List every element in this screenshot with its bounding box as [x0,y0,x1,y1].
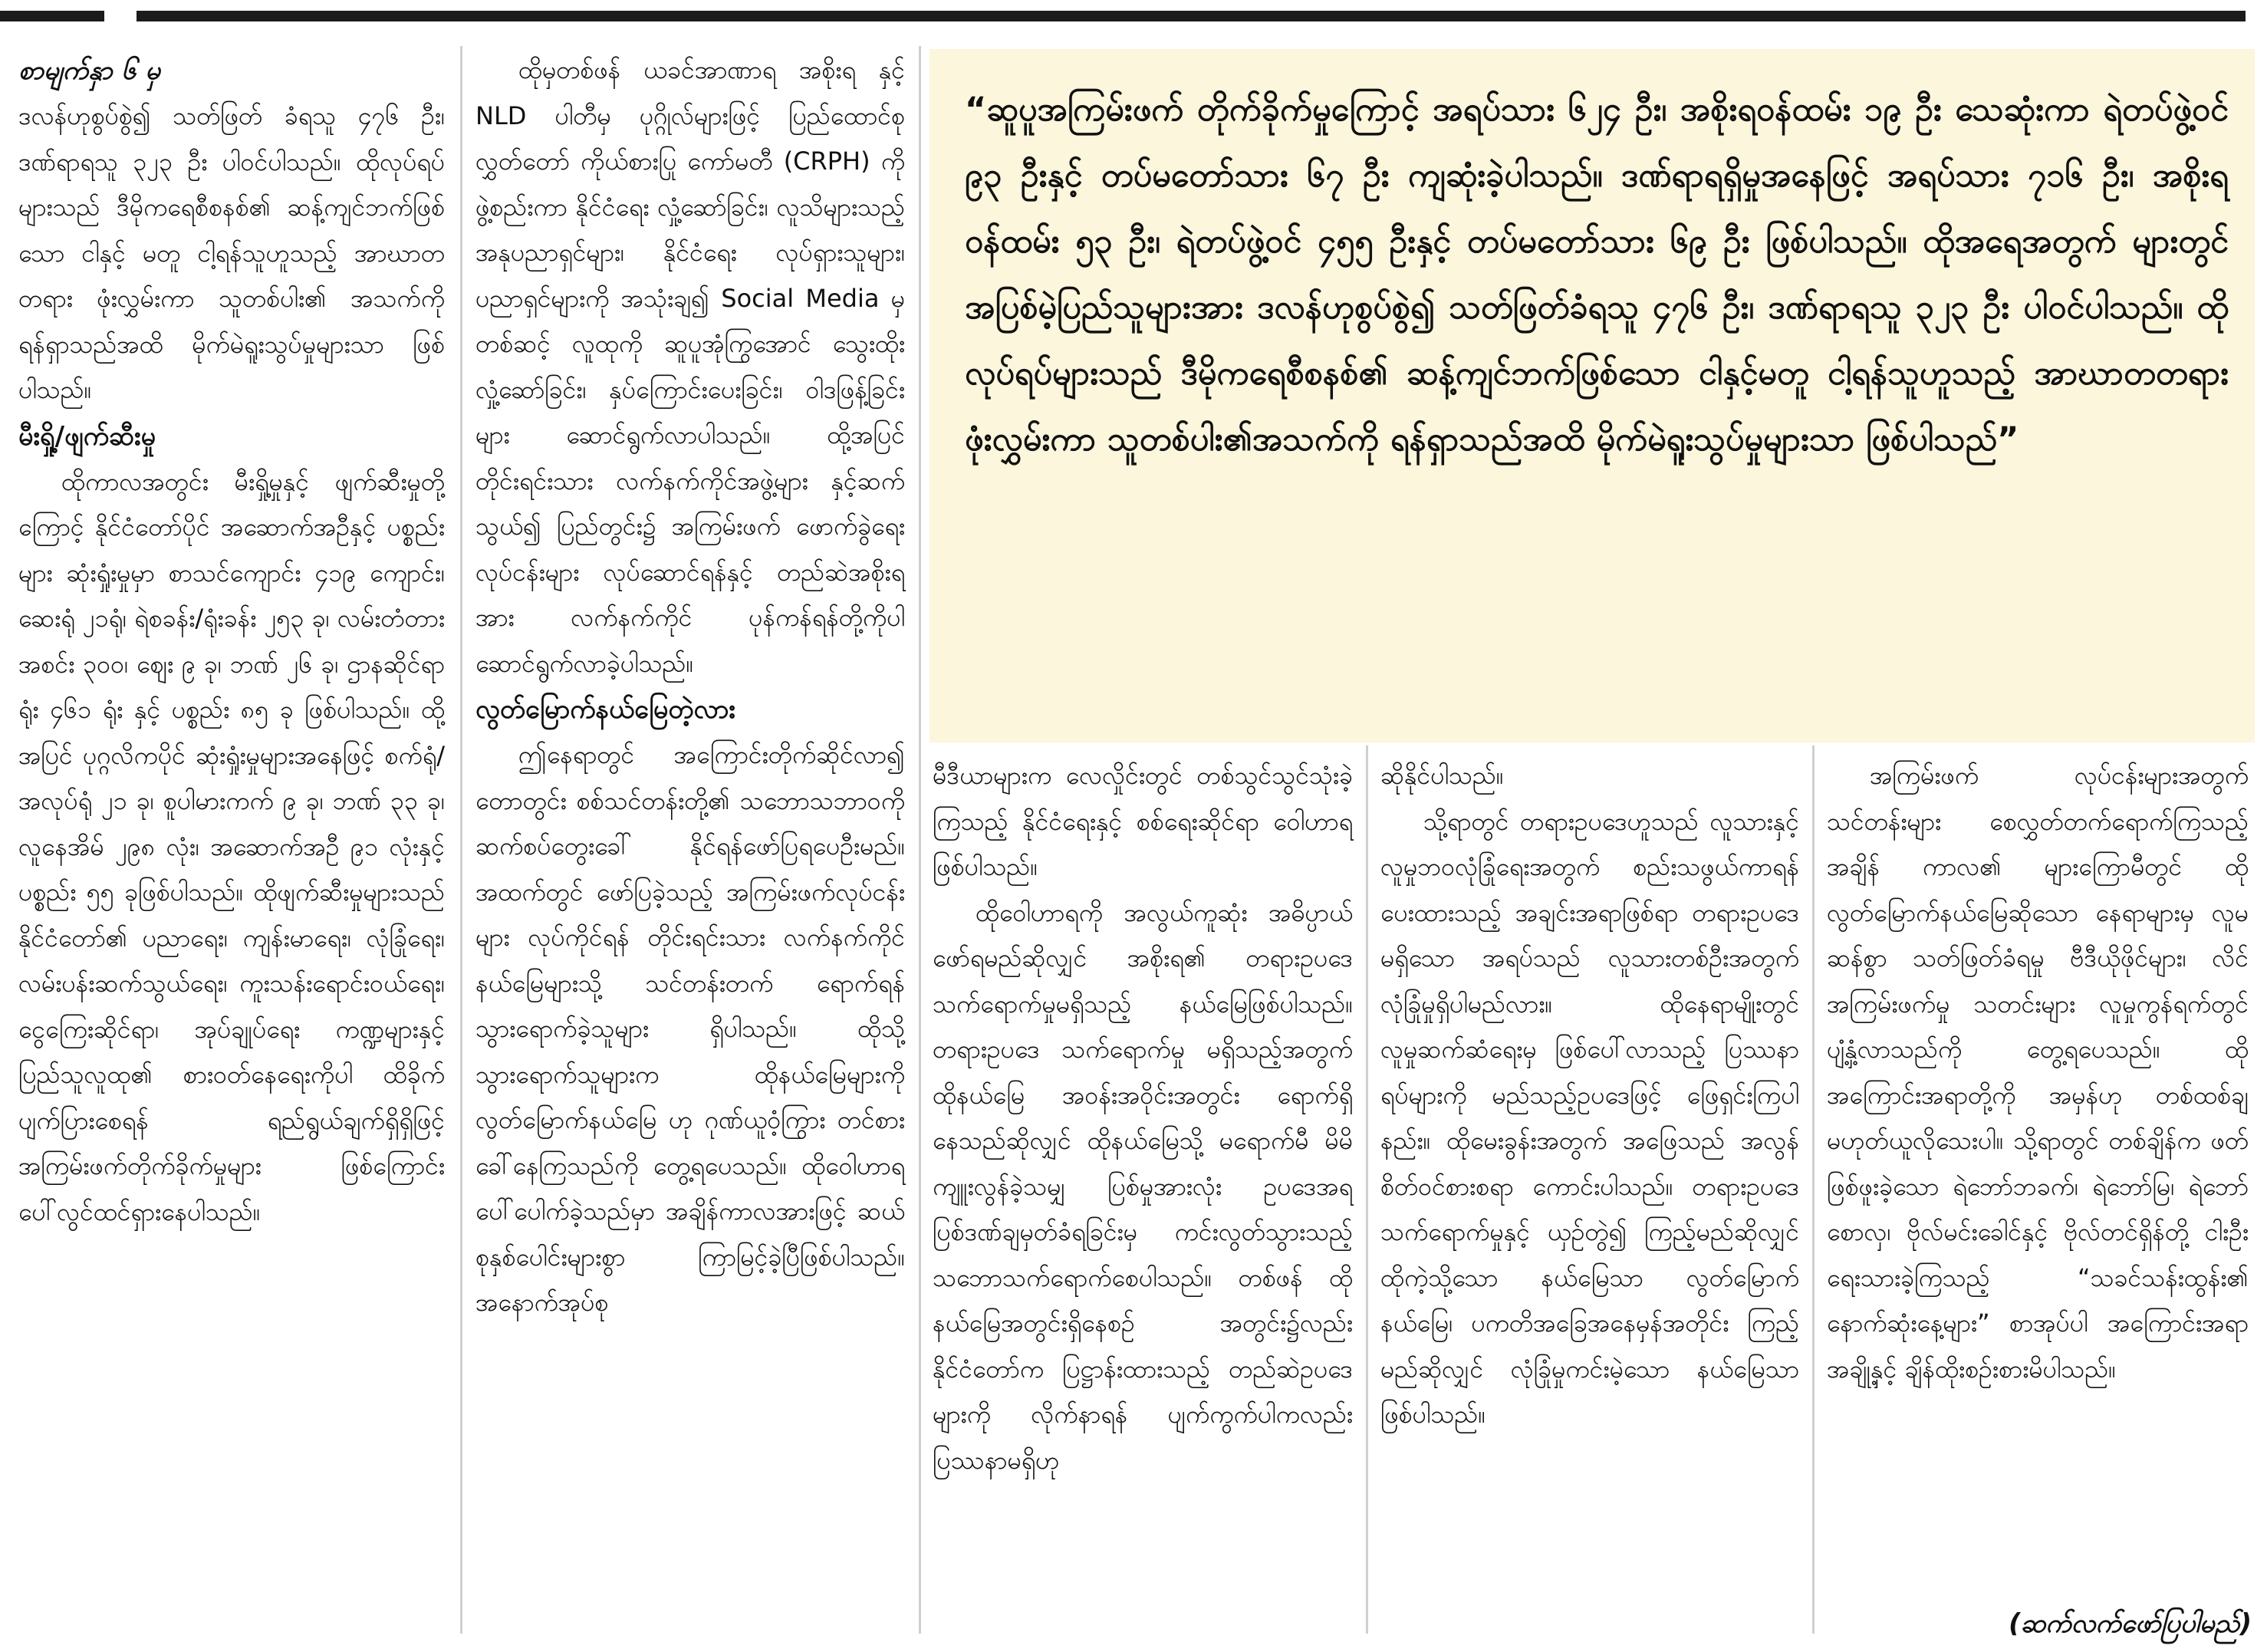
article-column-2 [475,48,905,1326]
paragraph: ဆိုနိုင်ပါသည်။ [1380,761,1504,790]
article-column-4 [1380,753,1799,1438]
paragraph: မီဒီယာများက လေလှိုင်းတွင် တစ်သွင်သွင်သုံးခဲ့ကြသည့် နိုင်ငံရေးနှင့် စစ်ရေးဆိုင်ရာ ဝေါဟာရဖြစ်ပါသည်။ [933,761,1353,881]
continued-note: (ဆက်လက်ဖော်ပြပါမည်) [2009,1608,2252,1639]
column-divider [1366,745,1368,1634]
article-column-1 [18,48,445,1235]
paragraph: အကြမ်းဖက် လုပ်ငန်းများအတွက် သင်တန်းများ စေလွှတ်တက်ရောက်ကြသည့်အချိန် ကာလ၏ များကြောမီတွင် ထိုလွတ်မြောက်နယ်မြေဆိုသော နေရာများမှ လူမဆန်စွာ သတ်ဖြတ်ခံရမှု ဗီဒီယိုဖိုင်များ၊ လိင်အကြမ်းဖက်မှု သတင်းများ လူမှုကွန်ရက်တွင် ပျံ့နှံ့လာသည်ကို တွေ့ရပေသည်။ ထိုအကြောင်းအရာတို့ကို အမှန်ဟု တစ်ထစ်ချ မဟုတ်ယူလိုသေးပါ။ သို့ရာတွင် တစ်ချိန်က ဖတ်ဖြစ်ဖူးခဲ့သော ရဲဘော်ဘခက်၊ ရဲဘော်မြ၊ ရဲဘော်စောလှ၊ ဗိုလ်မင်းခေါင်နှင့် ဗိုလ်တင်ရှိန်တို့ ငါးဦး ရေးသားခဲ့ကြသည့် “သခင်သန်းထွန်း၏ နောက်ဆုံးနေ့များ” စာအုပ်ပါ အကြောင်းအရာအချို့နှင့် ချိန်ထိုးစဉ်းစားမိပါသည်။ [1827,761,2249,1384]
section-heading: မီးရှို့/ဖျက်ဆီးမှု [18,420,156,452]
column-divider [1812,745,1815,1634]
header-rule [137,11,2246,21]
header-rule-left [0,11,104,21]
paragraph: ထိုကာလအတွင်း မီးရှို့မှုနှင့် ဖျက်ဆီးမှုတို့ကြောင့် နိုင်ငံတော်ပိုင် အဆောက်အဦနှင့် ပစ္စည်းများ ဆုံးရှုံးမှုမှာ စာသင်ကျောင်း ၄၁၉ ကျောင်း၊ ဆေးရုံ ၂၁ရုံ၊ ရဲစခန်း/ရုံးခန်း ၂၅၃ ခု၊ လမ်းတံတားအစင်း ၃၀၀၊ ဈေး ၉ ခု၊ ဘဏ် ၂၆ ခု၊ ဌာနဆိုင်ရာရုံး ၄၆၁ ရုံး နှင့် ပစ္စည်း ၈၅ ခု ဖြစ်ပါသည်။ ထို့အပြင် ပုဂ္ဂလိကပိုင် ဆုံးရှုံးမှုများအနေဖြင့် စက်ရုံ/အလုပ်ရုံ ၂၁ ခု၊ စူပါမားကက် ၉ ခု၊ ဘဏ် ၃၃ ခု၊ လူနေအိမ် ၂၉၈ လုံး၊ အဆောက်အဦ ၉၁ လုံးနှင့် ပစ္စည်း ၅၅ ခုဖြစ်ပါသည်။ ထိုဖျက်ဆီးမှုများသည် နိုင်ငံတော်၏ ပညာရေး၊ ကျန်းမာရေး၊ လုံခြုံရေး၊ လမ်းပန်းဆက်သွယ်ရေး၊ ကူးသန်းရောင်းဝယ်ရေး၊ ငွေကြေးဆိုင်ရာ၊ အုပ်ချုပ်ရေး ကဏ္ဍများနှင့် ပြည်သူလူထု၏ စားဝတ်နေရေးကိုပါ ထိခိုက်ပျက်ပြားစေရန် ရည်ရွယ်ချက်ရှိရှိဖြင့် အကြမ်းဖက်တိုက်ခိုက်မှုများ ဖြစ်ကြောင်း ပေါ်လွင်ထင်ရှားနေပါသည်။ [18,466,445,1226]
section-heading: လွတ်မြောက်နယ်မြေတဲ့လား [475,694,735,725]
paragraph: ထိုဝေါဟာရကို အလွယ်ကူဆုံး အဓိပ္ပာယ်ဖော်ရမည်ဆိုလျှင် အစိုးရ၏ တရားဥပဒေ သက်ရောက်မှုမရှိသည့် နယ်မြေဖြစ်ပါသည်။ တရားဥပဒေ သက်ရောက်မှု မရှိသည့်အတွက် ထိုနယ်မြေ အဝန်းအဝိုင်းအတွင်း ရောက်ရှိနေသည်ဆိုလျှင် ထိုနယ်မြေသို့ မရောက်မီ မိမိကျူးလွန်ခဲ့သမျှ ပြစ်မှုအားလုံး ဥပဒေအရ ပြစ်ဒဏ်ချမှတ်ခံရခြင်းမှ ကင်းလွတ်သွားသည့် သဘောသက်ရောက်စေပါသည်။ တစ်ဖန် ထိုနယ်မြေအတွင်းရှိနေစဉ် အတွင်း၌လည်း နိုင်ငံတော်က ပြဋ္ဌာန်းထားသည့် တည်ဆဲဥပဒေများကို လိုက်နာရန် ပျက်ကွက်ပါကလည်း ပြဿနာမရှိဟု [933,897,1353,1475]
paragraph: သို့ရာတွင် တရားဥပဒေဟူသည် လူသားနှင့် လူမှုဘဝလုံခြုံရေးအတွက် စည်းသဖွယ်ကာရန် ပေးထားသည့် အချင်းအရာဖြစ်ရာ တရားဥပဒေမရှိသော အရပ်သည် လူသားတစ်ဦးအတွက် လုံခြုံမှုရှိပါမည်လား။ ထိုနေရာမျိုးတွင် လူမှုဆက်ဆံရေးမှ ဖြစ်ပေါ်လာသည့် ပြဿနာရပ်များကို မည်သည့်ဥပဒေဖြင့် ဖြေရှင်းကြပါနည်း။ ထိုမေးခွန်းအတွက် အဖြေသည် အလွန်စိတ်ဝင်စားစရာ ကောင်းပါသည်။ တရားဥပဒေ သက်ရောက်မှုနှင့် ယှဉ်တွဲ၍ ကြည့်မည်ဆိုလျှင် ထိုကဲ့သို့သော နယ်မြေသာ လွတ်မြောက်နယ်မြေ၊ ပကတိအခြေအနေမှန်အတိုင်း ကြည့်မည်ဆိုလျှင် လုံခြုံမှုကင်းမဲ့သော နယ်မြေသာ ဖြစ်ပါသည်။ [1380,806,1799,1429]
column-divider [919,46,921,1634]
paragraph: ဤနေရာတွင် အကြောင်းတိုက်ဆိုင်လာ၍ တောတွင်း စစ်သင်တန်းတို့၏ သဘောသဘာဝကို ဆက်စပ်တွေးခေါ် နိုင်ရန်ဖော်ပြရပေဦးမည်။ အထက်တွင် ဖော်ပြခဲ့သည့် အကြမ်းဖက်လုပ်ငန်းများ လုပ်ကိုင်ရန် တိုင်းရင်းသား လက်နက်ကိုင်နယ်မြေများသို့ သင်တန်းတက် ရောက်ရန် သွားရောက်ခဲ့သူများ ရှိပါသည်။ ထိုသို့ သွားရောက်သူများက ထိုနယ်မြေများကို လွတ်မြောက်နယ်မြေ ဟု ဂုဏ်ယူဝံ့ကြွား တင်စားခေါ်နေကြသည်ကို တွေ့ရပေသည်။ ထိုဝေါဟာရ ပေါ်ပေါက်ခဲ့သည်မှာ အချိန်ကာလအားဖြင့် ဆယ်စုနှစ်ပေါင်းများစွာ ကြာမြင့်ခဲ့ပြီဖြစ်ပါသည်။ အနောက်အုပ်စု [475,740,905,1317]
continued-from-heading: စာမျက်နှာ ၆ မှ [18,55,160,86]
column-divider [460,46,462,1634]
paragraph: ဒလန်ဟုစွပ်စွဲ၍ သတ်ဖြတ် ခံရသူ ၄၇၆ ဦး၊ ဒဏ်ရာရသူ ၃၂၃ ဦး ပါဝင်ပါသည်။ ထိုလုပ်ရပ်များသည် ဒီမိုကရေစီစနစ်၏ ဆန့်ကျင်ဘက်ဖြစ်သော ငါနှင့် မတူ ငါ့ရန်သူဟူသည့် အာဃာတ တရား ဖုံးလွှမ်းကာ သူတစ်ပါး၏ အသက်ကို ရန်ရှာသည်အထိ မိုက်မဲရူးသွပ်မှုများသာ ဖြစ်ပါသည်။ [18,101,445,404]
pull-quote-box [930,49,2255,742]
article-column-5 [1827,753,2249,1392]
article-column-3 [933,753,1353,1483]
pull-quote-text: “ဆူပူအကြမ်းဖက် တိုက်ခိုက်မှုကြောင့် အရပ်သား ၆၂၄ ဦး၊ အစိုးရဝန်ထမ်း ၁၉ ဦး သေဆုံးကာ ရဲတပ်ဖွဲ့ဝင် ၉၃ ဦးနှင့် တပ်မတော်သား ၆၇ ဦး ကျဆုံးခဲ့ပါသည်။ ဒဏ်ရာရရှိမှုအနေဖြင့် အရပ်သား ၇၁၆ ဦး၊ အစိုးရဝန်ထမ်း ၅၃ ဦး၊ ရဲတပ်ဖွဲ့ဝင် ၄၅၅ ဦးနှင့် တပ်မတော်သား ၆၉ ဦး ဖြစ်ပါသည်။ ထိုအရေအတွက် များတွင် အပြစ်မဲ့ပြည်သူများအား ဒလန်ဟုစွပ်စွဲ၍ သတ်ဖြတ်ခံရသူ ၄၇၆ ဦး၊ ဒဏ်ရာရသူ ၃၂၃ ဦး ပါဝင်ပါသည်။ ထိုလုပ်ရပ်များသည် ဒီမိုကရေစီစနစ်၏ ဆန့်ကျင်ဘက်ဖြစ်သော ငါနှင့်မတူ ငါ့ရန်သူဟူသည့် အာဃာတတရားဖုံးလွှမ်းကာ သူတစ်ပါး၏အသက်ကို ရန်ရှာသည်အထိ မိုက်မဲရူးသွပ်မှုများသာ ဖြစ်ပါသည်” [965,90,2229,459]
paragraph: ထိုမှတစ်ဖန် ယခင်အာဏာရ အစိုးရ နှင့် NLD ပါတီမှ ပုဂ္ဂိုလ်များဖြင့် ပြည်ထောင်စုလွှတ်တော် ကိုယ်စားပြု ကော်မတီ (CRPH) ကို ဖွဲ့စည်းကာ နိုင်ငံရေး လှုံ့ဆော်ခြင်း၊ လူသိများသည့် အနုပညာရှင်များ၊ နိုင်ငံရေး လုပ်ရှားသူများ၊ ပညာရှင်များကို အသုံးချ၍ Social Media မှတစ်ဆင့် လူထုကို ဆူပူအုံကြွအောင် သွေးထိုးလှုံ့ဆော်ခြင်း၊ နှပ်ကြောင်းပေးခြင်း၊ ဝါဒဖြန့်ခြင်းများ ဆောင်ရွက်လာပါသည်။ ထို့အပြင် တိုင်းရင်းသား လက်နက်ကိုင်အဖွဲ့များ နှင့်ဆက်သွယ်၍ ပြည်တွင်း၌ အကြမ်းဖက် ဖောက်ခွဲရေး လုပ်ငန်းများ လုပ်ဆောင်ရန်နှင့် တည်ဆဲအစိုးရအား လက်နက်ကိုင် ပုန်ကန်ရန်တို့ကိုပါ ဆောင်ရွက်လာခဲ့ပါသည်။ [475,55,905,678]
